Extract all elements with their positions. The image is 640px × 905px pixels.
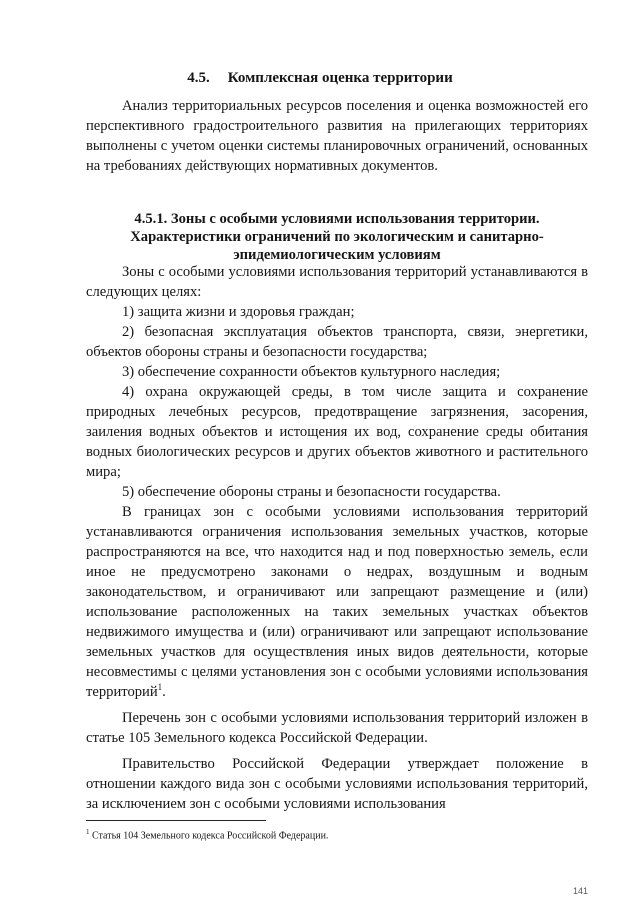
footnote-reference[interactable]: 1 [157, 682, 163, 693]
subsection-title-line1: 4.5.1. Зоны с особыми условиями использования территории. [134, 211, 540, 227]
list-statement-paragraph: Перечень зон с особыми условиями использования территорий изложен в статье 105 Земельного кодекса Российской Федерации. [86, 710, 588, 746]
subsection-title-line2: Характеристики ограничений по экологическим и санитарно-эпидемиологическим условиям [130, 229, 544, 263]
purpose-item-1: 1) защита жизни и здоровья граждан; [122, 304, 355, 320]
purpose-item-5: 5) обеспечение обороны страны и безопасности государства. [122, 484, 501, 500]
footnote [86, 826, 586, 842]
purpose-item-4: 4) охрана окружающей среды, в том числе защита и сохранение природных лечебных ресурсов, предотвращение загрязнения, засорения, заиления водных объектов и истощения их вод, сохранение среды обитания водных биологических ресурсов и других объектов животного и растительного мира; [86, 384, 588, 480]
section-title: Комплексная оценка территории [227, 70, 453, 86]
subsection-heading [86, 210, 588, 264]
purpose-item-3: 3) обеспечение сохранности объектов культурного наследия; [122, 364, 501, 380]
section-number: 4.5. [187, 70, 210, 86]
purpose-intro-paragraph: Зоны с особыми условиями использования территорий устанавливаются в следующих целях: [86, 264, 588, 300]
purpose-item-2: 2) безопасная эксплуатация объектов транспорта, связи, энергетики, объектов обороны страны и безопасности государства; [86, 324, 588, 360]
intro-paragraph: Анализ территориальных ресурсов поселения и оценка возможностей его перспективного градостроительного развития на прилегающих территориях выполнены с учетом оценки системы планировочных ограничений, основанных на требованиях действующих нормативных документов. [86, 98, 588, 174]
government-paragraph: Правительство Российской Федерации утверждает положение в отношении каждого вида зон с особыми условиями использования территорий, за исключением зон с особыми условиями использования [86, 756, 588, 812]
restrictions-paragraph [86, 502, 588, 702]
footnote-mark: 1 [86, 828, 90, 836]
body-text [86, 262, 588, 814]
footnote-separator [86, 820, 266, 821]
restrictions-text: В границах зон с особыми условиями использования территорий устанавливаются ограничения использования земельных участков, которые распространяются на все, что находится над и под поверхностью земель, если иное не предусмотрено законами о недрах, воздушным и водным законодательством, и ограничивают или запрещают размещение и (или) использование расположенных на таких земельных участках объектов недвижимого имущества и (или) ограничивают или запрещают использование земельных участков для осуществления иных видов деятельности, которые несовместимы с целями установления зон с особыми условиями использования территорий [86, 504, 588, 700]
footnote-text: Статья 104 Земельного кодекса Российской Федерации. [92, 830, 329, 842]
intro-block [86, 96, 588, 176]
page-number: 141 [572, 886, 588, 896]
restrictions-end: . [162, 684, 166, 700]
section-heading [0, 68, 640, 88]
